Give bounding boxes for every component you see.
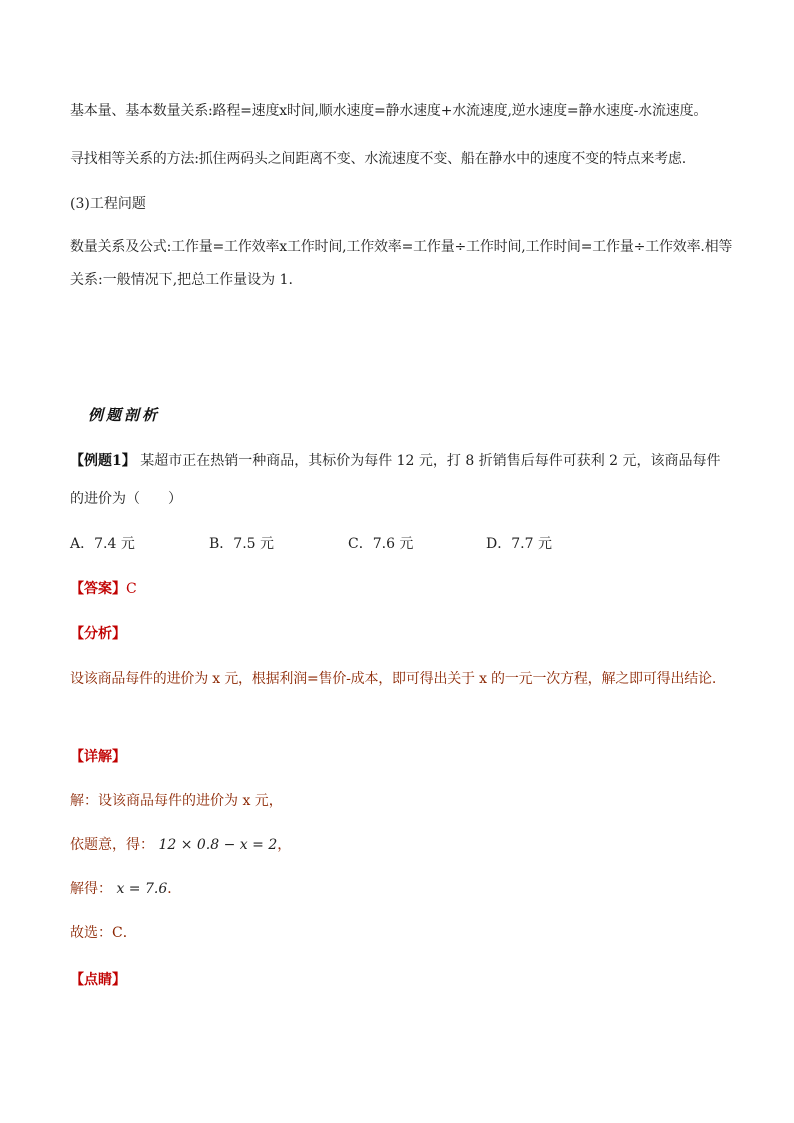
detail-line-2-prefix: 依题意，得： <box>70 837 154 853</box>
detail-label-line <box>70 748 126 766</box>
choice-b: B．7.5 元 <box>209 536 275 552</box>
example-question-line-1 <box>70 452 721 470</box>
example-label: 【例题1】 <box>70 453 136 469</box>
text-line-basic-relations: 基本量、基本数量关系:路程=速度x时间,顺水速度=静水速度+水流速度,逆水速度=静水速度-水流速度。 <box>70 103 708 119</box>
detail-line-2-suffix: ， <box>277 837 292 853</box>
detail-line-3 <box>70 880 181 898</box>
analysis-text: 设该商品每件的进价为 x 元，根据利润=售价-成本，即可得出关于 x 的一元一次方程，解之即可得出结论. <box>70 671 717 687</box>
choice-d: D．7.7 元 <box>486 536 552 552</box>
detail-line-1: 解：设该商品每件的进价为 x 元， <box>70 793 283 809</box>
text-line-find-relation: 寻找相等关系的方法:抓住两码头之间距离不变、水流速度不变、船在静水中的速度不变的特点来考虑. <box>70 151 686 167</box>
text-line-engineering-relation: 关系:一般情况下,把总工作量设为 1. <box>70 272 293 288</box>
choice-a: A．7.4 元 <box>70 536 135 552</box>
detail-label: 【详解】 <box>70 749 126 765</box>
analysis-label: 【分析】 <box>70 626 126 642</box>
detail-line-3-suffix: ． <box>167 881 182 897</box>
detail-line-2 <box>70 836 291 854</box>
example-question-text-1: 某超市正在热销一种商品，其标价为每件 12 元，打 8 折销售后每件可获利 2 元，该商品每件 <box>140 453 721 469</box>
detail-equation: 12 × 0.8 − x = 2 <box>158 837 278 853</box>
detail-line-3-prefix: 解得： <box>70 881 112 897</box>
section-title: 例题剖析 <box>88 406 161 424</box>
answer-value: C <box>126 581 137 597</box>
detail-solution: x = 7.6 <box>116 881 168 897</box>
text-line-engineering-problem: (3)工程问题 <box>70 196 146 212</box>
choice-c: C．7.6 元 <box>348 536 414 552</box>
analysis-label-line <box>70 625 126 643</box>
detail-line-4: 故选：C． <box>70 925 137 941</box>
comment-label-line <box>70 971 126 989</box>
comment-label: 【点睛】 <box>70 972 126 988</box>
text-line-engineering-formula: 数量关系及公式:工作量=工作效率x工作时间,工作效率=工作量÷工作时间,工作时间=工作量÷工作效率.相等 <box>70 239 733 255</box>
answer-label: 【答案】 <box>70 581 126 597</box>
answer-line <box>70 580 137 598</box>
example-question-line-2: 的进价为（ ） <box>70 491 182 507</box>
